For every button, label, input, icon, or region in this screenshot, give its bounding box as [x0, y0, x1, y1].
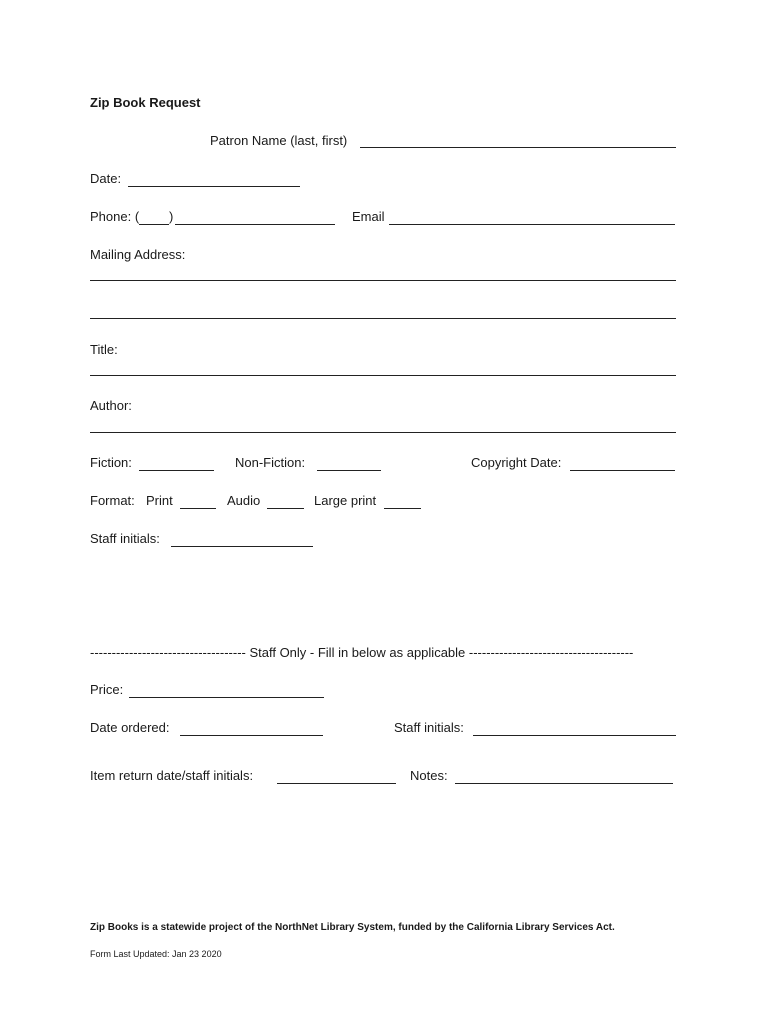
format-audio-label: Audio	[227, 493, 261, 508]
patron-name-field[interactable]	[360, 131, 676, 148]
item-return-label: Item return date/staff initials:	[90, 768, 254, 783]
footer-statement: Zip Books is a statewide project of the NorthNet Library System, funded by the California Library Services Act.	[90, 922, 615, 933]
email-label: Email	[352, 209, 385, 224]
email-field[interactable]	[389, 208, 675, 225]
notes-field[interactable]	[455, 767, 673, 784]
date-ordered-label: Date ordered:	[90, 720, 170, 735]
staff-only-initials-field[interactable]	[473, 719, 676, 736]
date-field[interactable]	[128, 170, 300, 187]
nonfiction-field[interactable]	[317, 454, 381, 471]
author-label: Author:	[90, 398, 132, 413]
notes-label: Notes:	[410, 768, 448, 783]
staff-initials-field[interactable]	[171, 530, 313, 547]
phone-area-code-field[interactable]	[139, 208, 169, 225]
staff-initials-label: Staff initials:	[90, 531, 160, 546]
format-print-label: Print	[146, 493, 173, 508]
price-label: Price:	[90, 682, 124, 697]
date-ordered-field[interactable]	[180, 719, 323, 736]
author-field[interactable]	[90, 416, 676, 433]
format-label: Format:	[90, 493, 135, 508]
staff-only-divider: ------------------------------------ Staff Only - Fill in below as applicable --------------------------------------	[90, 645, 634, 660]
format-large-print-label: Large print	[314, 493, 377, 508]
format-print-field[interactable]	[180, 492, 216, 509]
fiction-label: Fiction:	[90, 455, 132, 470]
phone-close-paren: )	[169, 209, 174, 224]
form-title: Zip Book Request	[90, 95, 201, 110]
phone-label: Phone: (	[90, 209, 140, 224]
patron-name-label: Patron Name (last, first)	[210, 133, 348, 148]
format-large-print-field[interactable]	[384, 492, 421, 509]
form-updated-date: Form Last Updated: Jan 23 2020	[90, 949, 222, 959]
price-field[interactable]	[129, 681, 324, 698]
copyright-date-field[interactable]	[570, 454, 675, 471]
copyright-date-label: Copyright Date:	[471, 455, 562, 470]
nonfiction-label: Non-Fiction:	[235, 455, 306, 470]
format-audio-field[interactable]	[267, 492, 304, 509]
date-label: Date:	[90, 171, 122, 186]
staff-only-initials-label: Staff initials:	[394, 720, 464, 735]
fiction-field[interactable]	[139, 454, 214, 471]
title-label: Title:	[90, 342, 118, 357]
phone-number-field[interactable]	[175, 208, 335, 225]
mailing-address-label: Mailing Address:	[90, 247, 186, 262]
item-return-field[interactable]	[277, 767, 396, 784]
mailing-address-line-2[interactable]	[90, 302, 676, 319]
book-title-field[interactable]	[90, 359, 676, 376]
mailing-address-line-1[interactable]	[90, 264, 676, 281]
